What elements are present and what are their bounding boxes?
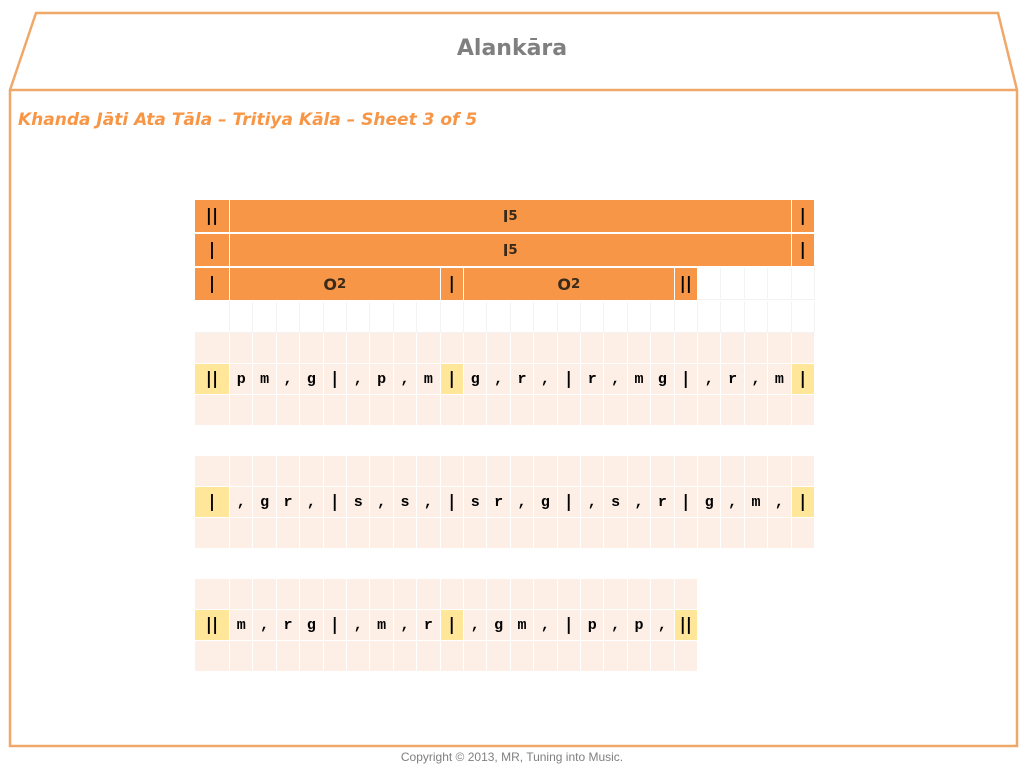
swara-cell: ,	[768, 487, 791, 518]
anga-divider: |	[324, 487, 347, 518]
tala-marker: |	[441, 268, 463, 300]
blank-cell	[558, 302, 581, 333]
swara-cell: r	[487, 487, 510, 518]
blank-cell	[745, 333, 768, 364]
blank-cell	[511, 395, 534, 426]
swara-cell: ,	[745, 364, 768, 395]
blank-cell	[534, 456, 557, 487]
swara-cell: ,	[464, 610, 487, 641]
swara-cell: g	[534, 487, 557, 518]
blank-cell	[253, 395, 276, 426]
blank-cell	[628, 456, 651, 487]
blank-cell	[370, 579, 393, 610]
swara-cell: ,	[370, 487, 393, 518]
blank-cell	[534, 641, 557, 672]
swara-cell: m	[511, 610, 534, 641]
blank-cell	[417, 333, 440, 364]
blank-cell	[581, 579, 604, 610]
swara-cell: ,	[511, 487, 534, 518]
blank-cell	[370, 333, 393, 364]
swara-cell: m	[230, 610, 253, 641]
blank-cell	[487, 302, 510, 333]
blank-cell	[324, 333, 347, 364]
tala-marker: ||	[675, 268, 697, 300]
blank-cell	[792, 518, 815, 549]
copyright-footer: Copyright © 2013, MR, Tuning into Music.	[400, 750, 624, 764]
blank-cell	[675, 641, 698, 672]
avartana-marker: |	[792, 364, 814, 394]
anga-divider: |	[675, 487, 698, 518]
blank-cell	[511, 333, 534, 364]
blank-cell	[675, 456, 698, 487]
anga-count: 2	[570, 276, 581, 292]
blank-cell	[441, 518, 464, 549]
swara-cell: g	[698, 487, 721, 518]
swara-cell: ,	[230, 487, 253, 518]
swara-cell: ,	[300, 487, 323, 518]
swara-cell: p	[628, 610, 651, 641]
blank-cell	[604, 579, 627, 610]
blank-cell	[195, 456, 230, 487]
blank-cell	[675, 579, 698, 610]
blank-cell	[464, 518, 487, 549]
blank-cell	[394, 518, 417, 549]
blank-cell	[487, 456, 510, 487]
swara-cell: ,	[253, 610, 276, 641]
anga-divider: |	[324, 364, 347, 395]
blank-cell	[675, 395, 698, 426]
tala-anga-bar	[230, 200, 791, 232]
blank-cell	[347, 518, 370, 549]
blank-cell	[581, 641, 604, 672]
blank-cell	[628, 395, 651, 426]
tala-anga-bar	[230, 268, 440, 300]
blank-cell	[417, 518, 440, 549]
blank-cell	[464, 456, 487, 487]
blank-cell	[253, 579, 276, 610]
blank-cell	[604, 518, 627, 549]
blank-cell	[230, 579, 253, 610]
blank-cell	[768, 395, 791, 426]
blank-cell	[277, 456, 300, 487]
blank-cell	[394, 456, 417, 487]
blank-cell	[347, 395, 370, 426]
swara-cell: r	[277, 610, 300, 641]
anga-divider: |	[441, 610, 463, 640]
blank-cell	[417, 579, 440, 610]
swara-cell: ,	[698, 364, 721, 395]
swara-cell: g	[253, 487, 276, 518]
anga-count: 2	[336, 276, 347, 292]
blank-cell	[698, 395, 721, 426]
avartana-marker: ||	[675, 610, 697, 640]
blank-cell	[347, 641, 370, 672]
swara-cell: ,	[721, 487, 744, 518]
swara-cell: g	[487, 610, 510, 641]
blank-cell	[698, 518, 721, 549]
blank-cell	[195, 333, 230, 364]
blank-cell	[604, 641, 627, 672]
avartana-marker: |	[792, 487, 814, 517]
blank-cell	[675, 518, 698, 549]
blank-cell	[370, 641, 393, 672]
blank-cell	[277, 579, 300, 610]
blank-cell	[441, 333, 464, 364]
blank-cell	[464, 641, 487, 672]
blank-cell	[230, 641, 253, 672]
swara-cell: ,	[347, 364, 370, 395]
blank-cell	[464, 395, 487, 426]
anga-divider: |	[675, 364, 698, 395]
swara-cell: s	[464, 487, 487, 518]
blank-cell	[394, 333, 417, 364]
swara-cell: ,	[277, 364, 300, 395]
swara-cell: g	[651, 364, 674, 395]
blank-cell	[347, 333, 370, 364]
blank-cell	[792, 456, 815, 487]
blank-cell	[300, 395, 323, 426]
blank-cell	[277, 302, 300, 333]
blank-cell	[698, 268, 721, 300]
blank-cell	[347, 302, 370, 333]
blank-cell	[511, 518, 534, 549]
blank-cell	[628, 579, 651, 610]
blank-cell	[721, 268, 744, 300]
blank-cell	[721, 302, 744, 333]
tala-marker: |	[792, 200, 814, 232]
tala-marker: |	[792, 234, 814, 266]
blank-cell	[300, 302, 323, 333]
blank-cell	[417, 641, 440, 672]
blank-cell	[487, 579, 510, 610]
blank-cell	[277, 395, 300, 426]
anga-symbol: l	[502, 206, 509, 226]
blank-cell	[768, 456, 791, 487]
blank-cell	[441, 579, 464, 610]
blank-cell	[487, 333, 510, 364]
swara-cell: r	[277, 487, 300, 518]
blank-cell	[370, 302, 393, 333]
blank-cell	[394, 395, 417, 426]
anga-symbol: O	[323, 274, 337, 294]
blank-cell	[558, 518, 581, 549]
tala-marker: |	[195, 234, 229, 266]
blank-cell	[768, 333, 791, 364]
blank-cell	[441, 302, 464, 333]
swara-cell: r	[651, 487, 674, 518]
swara-cell: g	[464, 364, 487, 395]
blank-cell	[324, 579, 347, 610]
swara-cell: g	[300, 610, 323, 641]
blank-cell	[792, 395, 815, 426]
swara-cell: g	[300, 364, 323, 395]
swara-cell: p	[230, 364, 253, 395]
blank-cell	[745, 518, 768, 549]
blank-cell	[324, 395, 347, 426]
blank-cell	[347, 456, 370, 487]
blank-cell	[511, 579, 534, 610]
blank-cell	[230, 456, 253, 487]
blank-cell	[324, 518, 347, 549]
blank-cell	[300, 456, 323, 487]
blank-cell	[417, 302, 440, 333]
blank-cell	[721, 518, 744, 549]
swara-cell: ,	[347, 610, 370, 641]
blank-cell	[651, 302, 674, 333]
blank-cell	[698, 302, 721, 333]
blank-cell	[698, 333, 721, 364]
anga-count: 5	[508, 208, 518, 224]
sheet-subtitle: Khanda Jāti Ata Tāla – Tritiya Kāla – Sheet 3 of 5	[18, 110, 478, 130]
swara-cell: ,	[534, 364, 557, 395]
blank-cell	[370, 395, 393, 426]
blank-cell	[511, 302, 534, 333]
anga-divider: |	[558, 610, 581, 641]
swara-cell: m	[253, 364, 276, 395]
blank-cell	[651, 579, 674, 610]
tala-marker: ||	[195, 200, 229, 232]
anga-symbol: l	[502, 240, 509, 260]
swara-cell: ,	[487, 364, 510, 395]
blank-cell	[394, 302, 417, 333]
blank-cell	[792, 302, 815, 333]
blank-cell	[558, 579, 581, 610]
blank-cell	[300, 518, 323, 549]
blank-cell	[721, 333, 744, 364]
swara-cell: ,	[534, 610, 557, 641]
blank-cell	[745, 456, 768, 487]
swara-cell: ,	[417, 487, 440, 518]
swara-cell: m	[417, 364, 440, 395]
swara-cell: ,	[394, 364, 417, 395]
blank-cell	[324, 641, 347, 672]
anga-divider: |	[441, 487, 464, 518]
blank-cell	[651, 333, 674, 364]
blank-cell	[487, 641, 510, 672]
blank-cell	[230, 333, 253, 364]
swara-cell: ,	[604, 610, 627, 641]
swara-cell: m	[768, 364, 791, 395]
swara-cell: r	[417, 610, 440, 641]
swara-cell: ,	[581, 487, 604, 518]
anga-divider: |	[558, 364, 581, 395]
blank-cell	[277, 518, 300, 549]
blank-cell	[675, 302, 698, 333]
blank-cell	[534, 302, 557, 333]
blank-cell	[558, 395, 581, 426]
blank-cell	[698, 456, 721, 487]
blank-cell	[628, 641, 651, 672]
blank-cell	[721, 456, 744, 487]
blank-cell	[300, 579, 323, 610]
blank-cell	[300, 641, 323, 672]
slide-title: Alankāra	[456, 36, 568, 61]
avartana-marker: |	[195, 487, 229, 517]
blank-cell	[441, 641, 464, 672]
blank-cell	[464, 579, 487, 610]
blank-cell	[324, 456, 347, 487]
blank-cell	[195, 395, 230, 426]
blank-cell	[768, 518, 791, 549]
blank-cell	[253, 333, 276, 364]
blank-cell	[651, 641, 674, 672]
blank-cell	[511, 641, 534, 672]
blank-cell	[534, 579, 557, 610]
blank-cell	[651, 395, 674, 426]
blank-cell	[277, 641, 300, 672]
blank-cell	[347, 579, 370, 610]
blank-cell	[441, 395, 464, 426]
swara-cell: s	[394, 487, 417, 518]
swara-cell: m	[370, 610, 393, 641]
blank-cell	[604, 395, 627, 426]
swara-cell: s	[604, 487, 627, 518]
tala-marker: |	[195, 268, 229, 300]
swara-cell: ,	[394, 610, 417, 641]
blank-cell	[581, 302, 604, 333]
blank-cell	[768, 302, 791, 333]
blank-cell	[558, 333, 581, 364]
swara-cell: p	[370, 364, 393, 395]
blank-cell	[417, 456, 440, 487]
blank-cell	[230, 518, 253, 549]
blank-cell	[558, 641, 581, 672]
anga-divider: |	[558, 487, 581, 518]
blank-cell	[253, 456, 276, 487]
swara-cell: ,	[604, 364, 627, 395]
blank-cell	[370, 518, 393, 549]
blank-cell	[394, 641, 417, 672]
anga-count: 5	[508, 242, 518, 258]
blank-cell	[487, 395, 510, 426]
blank-cell	[511, 456, 534, 487]
blank-cell	[675, 333, 698, 364]
blank-cell	[195, 641, 230, 672]
blank-cell	[721, 395, 744, 426]
blank-cell	[464, 302, 487, 333]
blank-cell	[394, 579, 417, 610]
blank-cell	[628, 518, 651, 549]
blank-cell	[534, 518, 557, 549]
swara-cell: ,	[651, 610, 674, 641]
avartana-marker: ||	[195, 610, 229, 640]
blank-cell	[604, 456, 627, 487]
blank-cell	[230, 395, 253, 426]
blank-cell	[558, 456, 581, 487]
blank-cell	[792, 333, 815, 364]
blank-cell	[300, 333, 323, 364]
blank-cell	[487, 518, 510, 549]
blank-cell	[581, 456, 604, 487]
swara-cell: r	[721, 364, 744, 395]
blank-cell	[464, 333, 487, 364]
anga-divider: |	[324, 610, 347, 641]
blank-cell	[628, 333, 651, 364]
blank-cell	[195, 518, 230, 549]
blank-cell	[324, 302, 347, 333]
swara-cell: m	[628, 364, 651, 395]
swara-cell: r	[581, 364, 604, 395]
anga-divider: |	[441, 364, 463, 394]
blank-cell	[604, 302, 627, 333]
swara-cell: s	[347, 487, 370, 518]
swara-cell: p	[581, 610, 604, 641]
blank-cell	[581, 333, 604, 364]
blank-cell	[768, 268, 791, 300]
swara-cell: r	[511, 364, 534, 395]
blank-cell	[195, 302, 230, 333]
blank-cell	[230, 302, 253, 333]
blank-cell	[581, 395, 604, 426]
blank-cell	[745, 302, 768, 333]
tala-anga-bar	[230, 234, 791, 266]
blank-cell	[604, 333, 627, 364]
blank-cell	[651, 518, 674, 549]
blank-cell	[745, 395, 768, 426]
blank-cell	[277, 333, 300, 364]
blank-cell	[581, 518, 604, 549]
blank-cell	[253, 302, 276, 333]
blank-cell	[253, 641, 276, 672]
blank-cell	[253, 518, 276, 549]
blank-cell	[195, 579, 230, 610]
blank-cell	[792, 268, 815, 300]
blank-cell	[441, 456, 464, 487]
blank-cell	[534, 395, 557, 426]
swara-cell: ,	[628, 487, 651, 518]
blank-cell	[651, 456, 674, 487]
blank-cell	[628, 302, 651, 333]
tala-anga-bar	[464, 268, 674, 300]
blank-cell	[417, 395, 440, 426]
avartana-marker: ||	[195, 364, 229, 394]
blank-cell	[534, 333, 557, 364]
blank-cell	[370, 456, 393, 487]
anga-symbol: O	[557, 274, 571, 294]
blank-cell	[745, 268, 768, 300]
swara-cell: m	[745, 487, 768, 518]
